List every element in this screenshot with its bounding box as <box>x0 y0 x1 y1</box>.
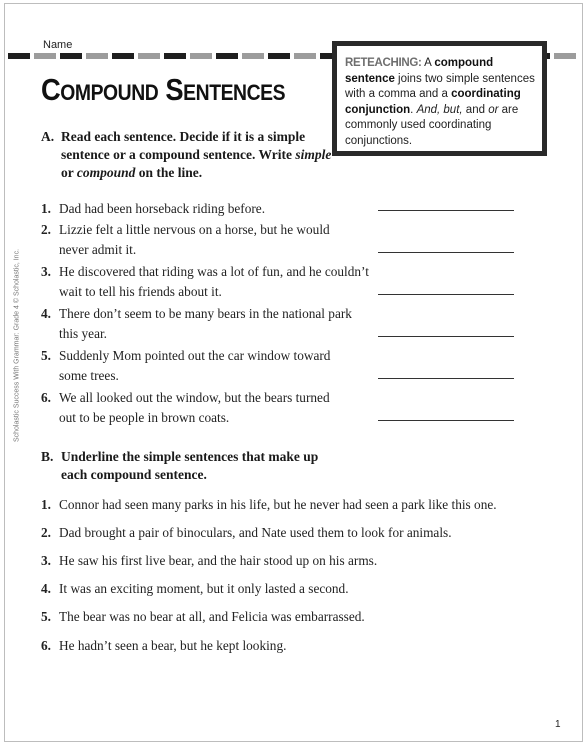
instruction-compound: compound <box>76 165 136 180</box>
reteaching-text: A <box>421 57 435 69</box>
answer-line-a1[interactable] <box>378 210 514 211</box>
answer-line-a6[interactable] <box>378 420 514 421</box>
question-a6 <box>41 388 330 427</box>
question-a5 <box>41 346 330 385</box>
answer-line-a4[interactable] <box>378 336 514 337</box>
question-a4 <box>41 304 352 343</box>
question-text: this year. <box>59 325 108 341</box>
reteaching-text: joins two simple sentences with a comma and a <box>345 72 535 100</box>
instruction-text: or <box>61 165 77 180</box>
section-a-instructions <box>41 128 341 182</box>
reteaching-text: and <box>462 103 489 116</box>
reteaching-label: RETEACHING: <box>345 57 422 69</box>
question-text[interactable]: He saw his first live bear, and the hair stood up on his arms. <box>59 553 378 568</box>
instruction-text: Underline the simple sentences that make up each compound sentence. <box>61 449 319 482</box>
question-a3 <box>41 262 369 301</box>
reteaching-text: . <box>410 103 417 116</box>
question-text[interactable]: It was an exciting moment, but it only lasted a second. <box>59 581 349 596</box>
answer-line-a3[interactable] <box>378 294 514 295</box>
question-number: 1. <box>41 497 51 512</box>
answer-line-a5[interactable] <box>378 378 514 379</box>
term-compound-sentence: compound sentence <box>345 57 494 85</box>
reteaching-box <box>332 41 547 156</box>
question-text: out to be people in brown coats. <box>59 409 230 425</box>
question-b6 <box>41 636 286 656</box>
question-number: 4. <box>41 306 51 321</box>
reteaching-text: are commonly used coordinating conjunctions. <box>345 103 519 147</box>
question-text: He discovered that riding was a lot of fun, and he couldn’t <box>59 264 369 279</box>
question-text[interactable]: The bear was no bear at all, and Felicia was embarrassed. <box>59 609 365 624</box>
page-number: 1 <box>555 719 561 730</box>
term-coordinating-conjunction: coordinating conjunction <box>345 88 521 116</box>
question-b3 <box>41 551 377 571</box>
question-b5 <box>41 607 365 627</box>
question-number: 2. <box>41 525 51 540</box>
question-number: 3. <box>41 264 51 279</box>
section-b-instructions <box>41 448 341 484</box>
question-number: 1. <box>41 201 51 216</box>
question-number: 6. <box>41 390 51 405</box>
question-text: never admit it. <box>59 241 137 257</box>
question-text[interactable]: Dad brought a pair of binoculars, and Nate used them to look for animals. <box>59 525 452 540</box>
conjunction-examples: And, but, <box>416 103 463 116</box>
instruction-text: Read each sentence. Decide if it is a simple sentence or a compound sentence. Write <box>61 129 306 162</box>
question-number: 5. <box>41 609 51 624</box>
question-text[interactable]: He hadn’t seen a bear, but he kept looking. <box>59 638 287 653</box>
question-b2 <box>41 523 452 543</box>
question-number: 5. <box>41 348 51 363</box>
question-a1 <box>41 199 265 219</box>
conjunction-example-or: or <box>488 103 499 116</box>
instruction-simple: simple <box>295 147 332 162</box>
question-b1 <box>41 495 497 515</box>
question-number: 6. <box>41 638 51 653</box>
question-text: There don’t seem to be many bears in the national park <box>59 306 352 321</box>
answer-line-a2[interactable] <box>378 252 514 253</box>
question-text: We all looked out the window, but the bears turned <box>59 390 330 405</box>
section-b-letter: B. <box>41 449 54 464</box>
section-a-letter: A. <box>41 129 55 144</box>
question-text: Dad had been horseback riding before. <box>59 201 266 216</box>
question-text[interactable]: Connor had seen many parks in his life, but he never had seen a park like this one. <box>59 497 497 512</box>
question-text: Suddenly Mom pointed out the car window toward <box>59 348 331 363</box>
page-title: Compound Sentences <box>41 72 286 107</box>
question-text: wait to tell his friends about it. <box>59 283 222 299</box>
question-text: some trees. <box>59 367 119 383</box>
question-a2 <box>41 220 330 259</box>
question-number: 4. <box>41 581 51 596</box>
question-text: Lizzie felt a little nervous on a horse, but he would <box>59 222 330 237</box>
question-number: 3. <box>41 553 51 568</box>
question-number: 2. <box>41 222 51 237</box>
instruction-text: on the line. <box>135 165 203 180</box>
question-b4 <box>41 579 349 599</box>
copyright-credit: Scholastic Success With Grammar: Grade 4 © Scholastic, Inc. <box>13 248 21 443</box>
name-label: Name <box>43 39 73 51</box>
